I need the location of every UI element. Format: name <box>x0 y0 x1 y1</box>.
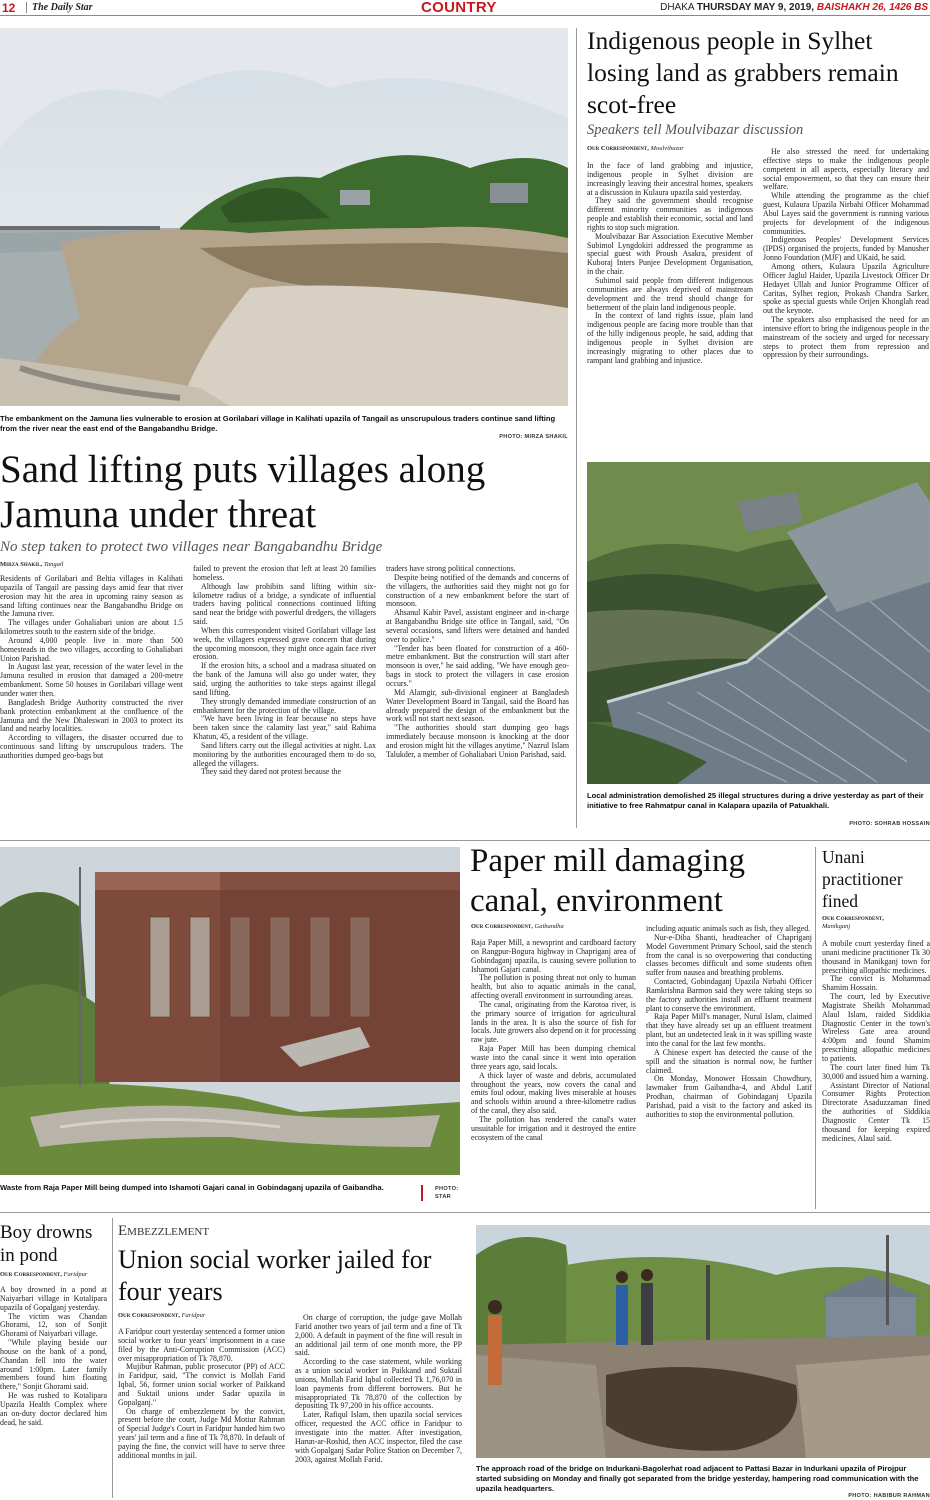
indigenous-col1 <box>587 162 753 442</box>
paragraph: Raja Paper Mill, a newsprint and cardboard factory on Rangpur-Bogura highway in Chapriganj area of Gobindaganj upazila, is causing severe pollution to Ishamoti Gajari canal. <box>471 939 636 974</box>
paragraph: "While playing beside our house on the bank of a pond, Chandan fell into the water around 1:00pm. Later family members found him floating there," Sonjit Ghorami said. <box>0 1338 107 1392</box>
paragraph: Although law prohibits sand lifting within six-kilometre radius of a bridge, a syndicate of influential traders having political connections continued lifting sand near the bridge with powerful dredgers, the villagers said. <box>193 581 376 627</box>
paragraph: Raja Paper Mill's manager, Nurul Islam, claimed that they have already set up an effluent treatment plant, but an undetected leak in it was spilling waste into the canal for the last few months. <box>646 1012 812 1048</box>
sand-lifting-headline: Sand lifting puts villages along Jamuna under threat <box>0 448 486 536</box>
paragraph: Bangladesh Bridge Authority constructed the river bank protection embankment at the confluence of the Jamuna and the New Dhaleswari in 2003 to protect its land and nearby localities. <box>0 697 183 734</box>
paragraph: Mujibur Rahman, public prosecutor (PP) of ACC in Faridpur, said, "The convict is Mollah Farid Iqbal, 56, former union social worker of Paikkand and Suktail unions under Sadar upazila in Gopalganj." <box>118 1362 285 1407</box>
byline-place: Gaibandha <box>534 923 564 930</box>
jamuna-photo-credit: PHOTO: MIRZA SHAKIL <box>499 434 568 440</box>
paragraph: In the context of land rights issue, plain land indigenous people are facing more trouble than that of the hilly indigenous people, he said, adding that indigenous people in Sylhet division are increasingly migrating to other places due to rampant land grabbing and injustice. <box>587 311 753 365</box>
column-divider <box>576 28 577 828</box>
paragraph: Contacted, Gobindaganj Upazila Nirbahi Officer Ramkrishna Barmon said they were taking steps so the factory authorities install an effluent treatment plant to conserve the environment. <box>646 977 812 1013</box>
paragraph: While attending the programme as the chief guest, Kulaura Upazila Nirbahi Officer Mohammad Abul Layes said the government is running various projects for development of the indigenous communities. <box>763 191 929 236</box>
page-header <box>0 0 930 16</box>
byline-place: Tangail <box>43 561 64 568</box>
jamuna-embankment-photo <box>0 28 568 406</box>
paragraph: The villages under Gohaliabari union are about 1.5 kilometres south to the eastern side of the bridge. <box>0 618 183 637</box>
paragraph: Indigenous Peoples' Development Services (IPDS) organised the projects, funded by Manusher Jonno Foundation (MJF) and UKaid, he said. <box>763 235 929 263</box>
paragraph: A Chinese expert has detected the cause of the spill and the situation is normal now, he further claimed. <box>646 1047 812 1075</box>
pirojpur-photo-caption: The approach road of the bridge on Indurkani-Bagolerhat road adjacent to Pattasi Bazar in Indurkani upazila of Pirojpur started subsiding on Monday and finally got separated from the bridge yesterday, hampering road communication with the upazila headquarters. <box>476 1464 919 1493</box>
patuakhali-photo-caption: Local administration demolished 25 illegal structures during a drive yesterday as part of their initiative to free Rahmatpur canal in Kalapara upazila of Patuakhali. <box>587 791 924 810</box>
byline-place: Faridpur <box>63 1271 88 1278</box>
paper-mill-byline <box>471 923 641 930</box>
paragraph: The victim was Chandan Ghorami, 12, son of Sonjit Ghorami of Naiyarbari village. <box>0 1311 107 1339</box>
sand-lifting-col3 <box>386 565 569 828</box>
paragraph: The speakers also emphasised the need for an intensive effort to bring the indigenous people in the mainstream of the society and urged for necessary steps to protect them from repression and oppression by their surroundings. <box>763 315 929 360</box>
masthead-logo: The Daily Star <box>26 2 93 13</box>
union-byline <box>118 1312 288 1319</box>
paragraph: Moulvibazar Bar Association Executive Member Subimol Lyngdokiri addressed the programme as special guest with Proush Asakra, president of Kuboraj Inters Punjee Development Organisation, in the chair. <box>587 231 753 277</box>
dateline-city: DHAKA <box>660 2 694 13</box>
boy-drowns-col <box>0 1286 107 1498</box>
paragraph: Among others, Kulaura Upazila Agriculture Officer Jaglul Haider, Upazila Livestock Officer Dr Hedayet Ullah and Junior Programme Officer of Caritas, Sylhet region, Prokash Chandra Sarker, spoke as special guests while Orijen Khonglah read out the keynote. <box>763 261 929 316</box>
sand-lifting-dek: No step taken to protect two villages near Bangabandhu Bridge <box>0 539 383 555</box>
paragraph: Sand lifters carry out the illegal activities at night. Lax monitoring by the authorities encouraged them to do so, alleged the villagers. <box>193 740 376 768</box>
paragraph: They said the government should recognise different minority communities as indigenous people and establish their economic, social and land rights to stop such migration. <box>587 196 753 232</box>
paragraph: Ahsanul Kabir Pavel, assistant engineer and in-charge at Bangabandhu Bridge site office in Tangail, said, "On several occasions, sand lifters were detained and handed over to police." <box>386 608 569 644</box>
paragraph: The pollution has rendered the canal's water unsuitable for irrigation and it destroyed the entire ecosystem of the canal <box>471 1114 636 1142</box>
paragraph: The court, led by Executive Magistrate Sheikh Mohammad Alaul Islam, raided Siddikia Diagnostic Center in the town's Wireless Gate area around 4:00pm and found Shamim prescribing allopathic medicines to patients. <box>822 992 930 1063</box>
paper-mill-col1 <box>471 939 636 1205</box>
section-title: COUNTRY <box>421 0 497 16</box>
paragraph: traders have strong political connections. <box>386 565 516 573</box>
indigenous-dek: Speakers tell Moulvibazar discussion <box>587 122 804 138</box>
union-col2 <box>295 1314 462 1498</box>
paragraph: A thick layer of waste and debris, accumulated throughout the years, now covers the canal and emits foul odour, making lives miserable at houses and schools within around a three-kilometre radius of the canal, they also said. <box>471 1070 636 1116</box>
paragraph: He also stressed the need for undertaking effective steps to make the indigenous people competent in all aspects, especially literacy and social empowerment, so that they can ensure their welfare. <box>763 148 929 192</box>
boy-drowns-headline: Boy drowns in pond <box>0 1222 93 1266</box>
column-divider <box>815 847 816 1209</box>
byline-place: Manikganj <box>822 923 851 930</box>
indigenous-col2 <box>763 148 929 442</box>
paragraph: including aquatic animals such as fish, they alleged. <box>646 925 811 933</box>
byline-name: Our Correspondent, <box>822 915 884 922</box>
paragraph: Around 4,000 people live in more than 500 homesteads in the two villages, according to Gohaliabari Union Parishad. <box>0 635 183 663</box>
paragraph: The pollution is posing threat not only to human health, but also to aquatic animals in the canal, affecting overall environment in surrounding areas. <box>471 973 636 1001</box>
section-divider <box>0 1212 930 1213</box>
paper-mill-col2 <box>646 925 812 1205</box>
paragraph: On Monday, Monower Hossain Chowdhury, lawmaker from Gaibandha-4, and Abdul Latif Prodhan, chairman of Gobindaganj Upazila Parishad, paid a visit to the factory and asked its authorities to stop the environmental pollution. <box>646 1074 812 1119</box>
column-divider <box>112 1218 113 1498</box>
paragraph: On charge of corruption, the judge gave Mollah Farid another two years of jail term and a fine of Tk 2,000. A default in payment of the fine will result in an additional jail term of one month more, the PP said. <box>295 1314 462 1358</box>
paragraph: On charge of embezzlement by the convict, present before the court, Judge Md Motiur Rahman of Special Judge's Court in Faridpur handed him two years' jail term and a fine of Tk 78,870. In default of paying the fine, the convict will have to serve three additional months in jail. <box>118 1406 285 1460</box>
paper-mill-headline: Paper mill damaging canal, environment <box>470 843 745 919</box>
union-headline: Union social worker jailed for four years <box>118 1245 432 1306</box>
paragraph: They strongly demanded immediate construction of an embankment for the protection of the village. <box>193 696 376 715</box>
byline-place: Faridpur <box>181 1312 206 1319</box>
paragraph: When this correspondent visited Gorilabari village last week, the villagers expressed grave concern that during the upcoming monsoon, they might once again face river erosion. <box>193 625 376 662</box>
unani-headline: Unani practitioner fined <box>822 847 903 911</box>
demolished-structures-photo <box>587 462 930 784</box>
paragraph: A boy drowned in a pond at Naiyarbari village in Kotalipara upazila of Gopalganj yesterday. <box>0 1286 107 1312</box>
indigenous-headline: Indigenous people in Sylhet losing land as grabbers remain scot-free <box>587 26 899 119</box>
union-col1 <box>118 1328 285 1498</box>
paragraph: Assistant Director of National Consumer Rights Protection Directorate Asaduzzaman fined the authorities of Siddikia Diagnostic Center Tk 15 thousand for keeping expired medicines, Alaul said. <box>822 1080 930 1143</box>
paragraph: "Tender has been floated for construction of a 460-metre embankment. But the construction will start after monsoon is over," he said adding, "We have enough geo-bags in stock to protect the villagers in case erosion occurs." <box>386 643 569 688</box>
paragraph: Later, Rafiqul Islam, then upazila social services officer, requested the ACC office in Faridpur to investigate into the matter. After investigation, Harun-ar-Roshid, then ACC inspector, filed the case with Gopalganj Sadar Police Station on December 7, 2003, against Mollah Farid. <box>295 1410 462 1464</box>
paper-mill-photo-credit: PHOTO: STAR <box>421 1185 459 1201</box>
bridge-approach-photo <box>476 1225 930 1458</box>
paragraph: "The authorities should start dumping geo bags immediately because monsoon is knocking at the door and erosion might hit the villages anytime," Nazrul Islam Talukder, a member of Gohaliabari Union Parishad, said. <box>386 723 569 759</box>
unani-byline <box>822 915 930 931</box>
sand-lifting-col1 <box>0 575 183 828</box>
patuakhali-photo-credit: PHOTO: SOHRAB HOSSAIN <box>849 821 930 827</box>
unani-col <box>822 940 930 1205</box>
paragraph: Md Alamgir, sub-divisional engineer at Bangladesh Water Development Board in Tangail, said the Board has already prepared the design of the embankment but the work will not start next season. <box>386 687 569 724</box>
paragraph: Residents of Gorilabari and Beltia villages in Kalihati upazila of Tangail are passing days amid fear that river erosion may hit the area in upcoming rainy season as sand lifting continues near the Bangabandhu Bridge on the Jamuna river. <box>0 575 183 619</box>
pirojpur-photo-credit: PHOTO: HABIBUR RAHMAN <box>848 1493 930 1499</box>
dateline-bangla: BAISHAKH 26, 1426 BS <box>816 2 928 13</box>
sand-lifting-col2 <box>193 565 376 828</box>
byline-place: Moulvibazar <box>650 145 684 152</box>
byline-name: Our Correspondent, <box>118 1312 180 1319</box>
dateline-date: THURSDAY MAY 9, 2019, <box>696 2 815 13</box>
sand-lifting-byline <box>0 561 200 568</box>
paper-mill-photo-caption: Waste from Raja Paper Mill being dumped into Ishamoti Gajari canal in Gobindaganj upazila of Gaibandha. <box>0 1183 384 1192</box>
jamuna-photo-caption: The embankment on the Jamuna lies vulnerable to erosion at Gorilabari village in Kalihati upazila of Tangail as unscrupulous traders continue sand lifting from the river near the east end of the Bangabandhu Bridge. <box>0 414 556 433</box>
paragraph: He was rushed to Kotalipara Upazila Health Complex where an on-duty doctor declared him dead, he said. <box>0 1391 107 1427</box>
union-kicker: Embezzlement <box>118 1223 210 1239</box>
paragraph: Despite being notified of the demands and concerns of the villagers, the authorities said they might not go for construction of a new embankment before the start of monsoon. <box>386 572 569 609</box>
boy-drowns-byline <box>0 1271 110 1278</box>
paragraph: Nur-e-Diba Shanti, headteacher of Chapriganj Model Government Primary School, said the stench from the canal is so overpowering that conducting classes becomes difficult and some students often suffer from nausea and breathing problems. <box>646 932 812 978</box>
paragraph: Subimol said people from different indigenous communities are always deprived of mainstream development and the trend should change for betterment of the plain land indigenous people. <box>587 275 753 312</box>
paragraph: failed to prevent the erosion that left at least 20 families homeless. <box>193 565 376 582</box>
paragraph: The convict is Mohammad Shamim Hossain. <box>822 974 930 993</box>
paragraph: Raja Paper Mill has been dumping chemical waste into the canal since it went into operation three years ago, said locals. <box>471 1044 636 1071</box>
byline-name: Our Correspondent, <box>0 1271 62 1278</box>
byline-name: Our Correspondent, <box>587 145 649 152</box>
paragraph: They said they dared not protest because the <box>201 767 342 777</box>
paragraph: If the erosion hits, a school and a madrasa situated on the bank of the Jamuna will also go under water, they said, urging the authorities to take steps against illegal sand lifting. <box>193 661 376 697</box>
paragraph: The canal, originating from the Karotoa river, is the primary source of irrigation for agricultural lands in the area. It is also the source of fish for locals. Jute growers also depend on it for processing raw jute. <box>471 999 636 1045</box>
byline-name: Our Correspondent, <box>471 923 533 930</box>
paragraph: "We have been living in fear because no steps have been taken since the calamity last year," said Rahima Khatun, 45, a resident of the village. <box>193 714 376 742</box>
paragraph: A mobile court yesterday fined a unani medicine practitioner Tk 30 thousand in Manikganj town for prescribing allopathic medicines. <box>822 940 930 975</box>
paragraph: According to villagers, the disaster occurred due to continuous sand lifting by unscrupulous traders. The authorities dumped geo-bags but <box>0 733 183 760</box>
paragraph: In the face of land grabbing and injustice, indigenous people in Sylhet division are increasingly leaving their ancestral homes, speakers at a discussion in Kulaura upazila said yesterday. <box>587 162 753 197</box>
page-number: 12 <box>2 1 16 15</box>
paragraph: According to the case statement, while working as a union social worker in Paikkand and Suktail unions, Mollah Farid Iqbal collected Tk 1,76,070 in loan payments from different borrowers. But he misappropriated Tk 78,870 of the collection by depositing Tk 97,200 in his office accounts. <box>295 1357 462 1411</box>
paragraph: In August last year, recession of the water level in the Jamuna resulted in erosion that damaged a 200-metre embankment. Some 50 houses in Gorilabari village went under water then. <box>0 662 183 698</box>
paragraph: The court later fined him Tk 30,000 and issued him a warning. <box>822 1062 930 1081</box>
paper-mill-waste-photo <box>0 847 460 1175</box>
paragraph: A Faridpur court yesterday sentenced a former union social worker to four years' imprisonment in a case filed by the Anti-Corruption Commission (ACC) over misappropriation of Tk 78,870. <box>118 1328 285 1363</box>
dateline <box>660 2 928 13</box>
byline-name: Mirza Shakil, <box>0 561 43 568</box>
indigenous-byline <box>587 145 757 152</box>
